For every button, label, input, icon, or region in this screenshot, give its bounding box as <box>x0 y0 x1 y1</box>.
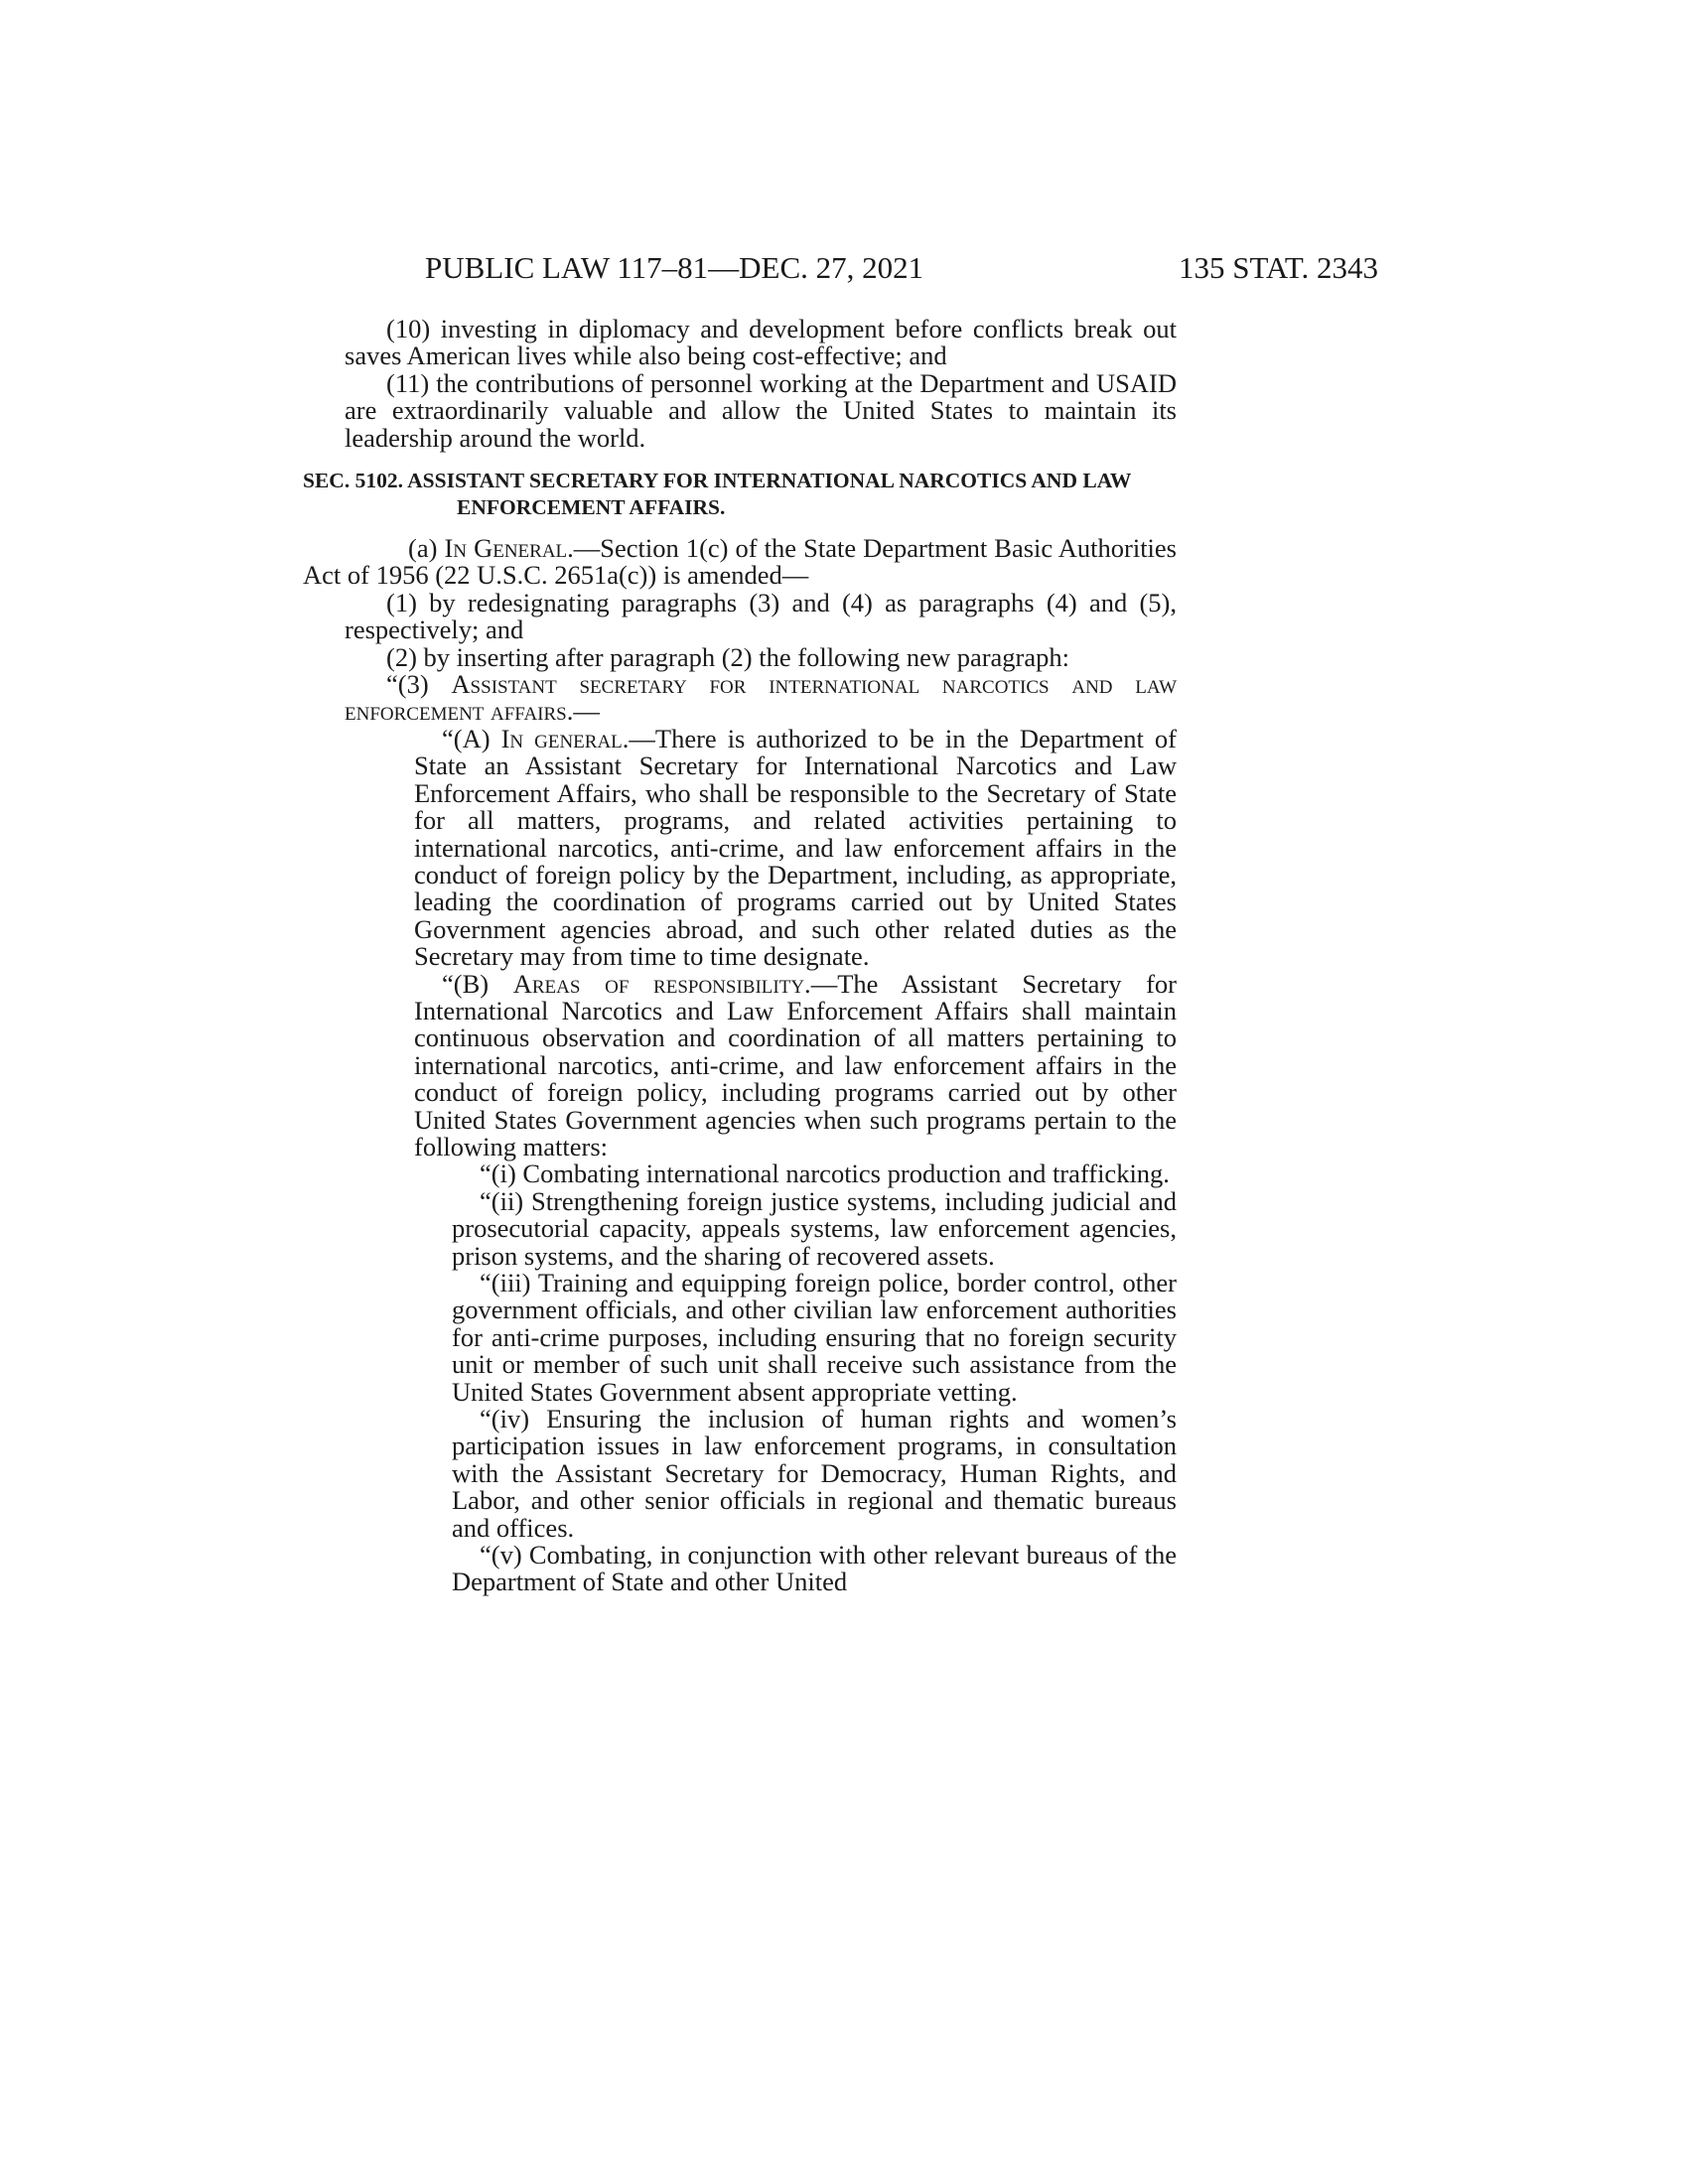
clause-iii: “(iii) Training and equipping foreign police, border control, other government officials, and other civilian law enforcement authorities for anti-crime purposes, including ensuring that no foreign security unit or member of such unit shall receive such assistance from the United States Government absent appropriate vetting. <box>452 1268 1177 1407</box>
inserted-paragraph-3 <box>345 671 1177 726</box>
subparagraph-b <box>414 968 1177 1161</box>
subparagraph-a-label: “(A) <box>442 723 501 753</box>
subsection-a-text: —Section 1(c) of the State Department Basic Authorities Act of 1956 (22 U.S.C. 2651a(c)) is amended— <box>303 533 1177 591</box>
amendment-2: (2) by inserting after paragraph (2) the following new paragraph: <box>386 641 1070 672</box>
public-law-title: PUBLIC LAW 117–81—DEC. 27, 2021 <box>425 250 924 285</box>
paragraph-3-heading: Assistant secretary for international narcotics and law enforcement affairs. <box>345 669 1177 727</box>
subsection-a-label: (a) <box>408 533 445 564</box>
paragraph-3-dash: — <box>573 696 600 727</box>
subparagraph-b-text: —The Assistant Secretary for International Narcotics and Law Enforcement Affairs shall maintain continuous observation and coordination of all matters pertaining to international narcotics, anti-crime, and law enforcement affairs in the conduct of foreign policy, including programs carried out by other United States Government agencies when such programs pertain to the following matters: <box>414 968 1177 1161</box>
subparagraph-a <box>414 723 1178 972</box>
amendment-1: (1) by redesignating paragraphs (3) and (4) as paragraphs (4) and (5), respectively; and <box>345 587 1177 645</box>
section-heading: SEC. 5102. ASSISTANT SECRETARY FOR INTERNATIONAL NARCOTICS AND LAW ENFORCEMENT AFFAIRS. <box>303 469 1131 520</box>
subparagraph-a-text: —There is authorized to be in the Department of State an Assistant Secretary for International Narcotics and Law Enforcement Affairs, who shall be responsible to the Secretary of State for all matters, programs, and related activities pertaining to international narcotics, anti-crime, and law enforcement affairs in the conduct of foreign policy by the Department, including, as appropriate, leading the coordination of programs carried out by United States Government agencies abroad, and such other related duties as the Secretary may from time to time designate. <box>414 723 1178 972</box>
clause-iv: “(iv) Ensuring the inclusion of human rights and women’s participation issues in law enforcement programs, in consultation with the Assistant Secretary for Democracy, Human Rights, and Labor, and other senior officials in regional and thematic bureaus and offices. <box>452 1404 1177 1543</box>
body-text <box>303 316 1177 1596</box>
running-header <box>425 248 1378 288</box>
subparagraph-b-label: “(B) <box>442 968 513 999</box>
paragraph-11: (11) the contributions of personnel working at the Department and USAID are extraordinarily valuable and allow the United States to maintain its leadership around the world. <box>345 367 1177 453</box>
subparagraph-b-heading: Areas of responsibility. <box>512 968 811 999</box>
subparagraph-a-heading: In general. <box>500 723 630 753</box>
subsection-a <box>303 535 1177 590</box>
clause-v: “(v) Combating, in conjunction with other relevant bureaus of the Department of State and other United <box>452 1540 1177 1597</box>
clause-i: “(i) Combating international narcotics production and trafficking. <box>480 1159 1170 1189</box>
statute-page-number: 135 STAT. 2343 <box>1178 250 1378 285</box>
clause-ii: “(ii) Strengthening foreign justice systems, including judicial and prosecutorial capacity, appeals systems, law enforcement agencies, prison systems, and the sharing of recovered assets. <box>452 1185 1177 1271</box>
paragraph-3-label: “(3) <box>386 669 452 700</box>
paragraph-10: (10) investing in diplomacy and development before conflicts break out saves American lives while also being cost-effective; and <box>345 314 1177 371</box>
subsection-a-heading: In General. <box>444 533 574 564</box>
